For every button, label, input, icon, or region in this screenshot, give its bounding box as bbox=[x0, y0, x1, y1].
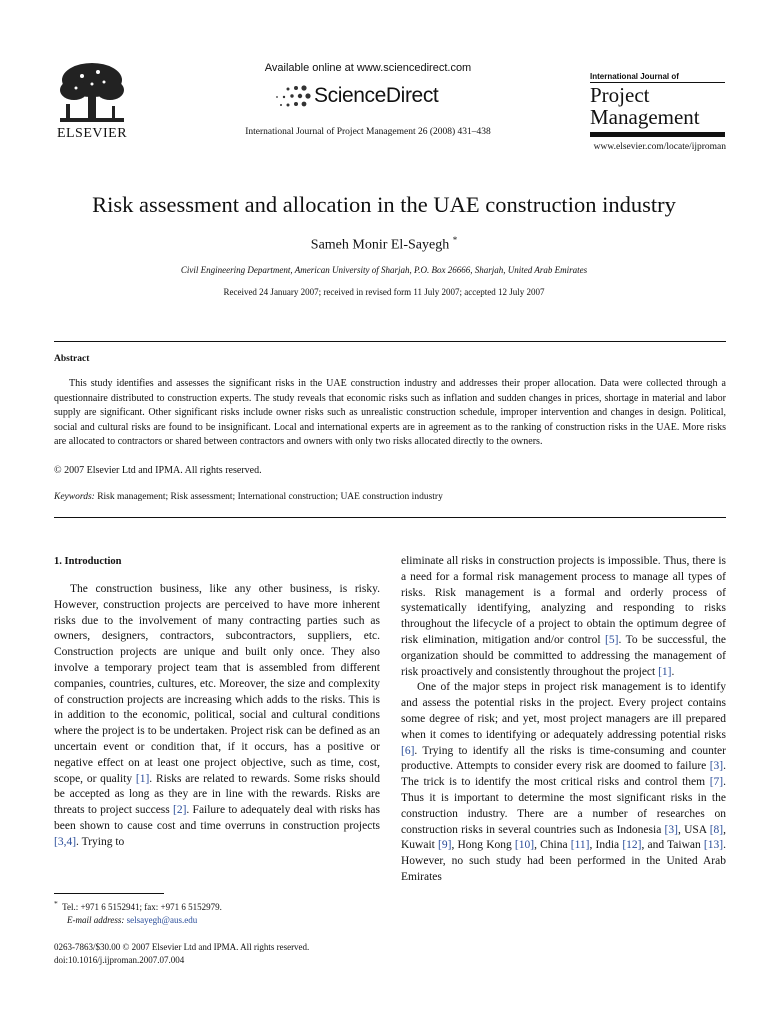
journal-name-small: International Journal of bbox=[590, 72, 679, 81]
issn-block bbox=[54, 941, 309, 966]
right-column bbox=[401, 554, 726, 886]
keywords-line bbox=[54, 492, 443, 502]
intro-paragraph-1: The construction business, like any other business, is risky. However, construction projects are perceived to have more inherent risks due to the involvement of many contracting parties such as owners, designers, contractors, subcontractors, suppliers, etc. Construction projects are unique and built only once. They also involve a temporary project team that is assembled from different companies, countries, cultures, etc. Moreover, the size and complexity of construction projects are increasing which adds to the risks. This is in addition to the economic, political, social and cultural conditions where the project is to be undertaken. Project risk can be defined as an uncertain event or condition that, if it occurs, has a positive or negative effect on at least one project objective, such as time, cost, scope, or quality [1]. Risks are related to rewards. Some risks should be accepted as long as they are in line with the rewards. Risks are threats to project success [2]. Failure to adequately deal with risks has been shown to cause cost and time overruns in construction projects [3,4]. Trying to bbox=[54, 583, 380, 848]
reference-link[interactable]: [8] bbox=[709, 823, 724, 836]
reference-link[interactable]: [11] bbox=[570, 839, 590, 852]
abstract-body: This study identifies and assesses the significant risks in the UAE construction industry and addresses their proper allocation. Data were collected through a questionnaire distributed to construction experts. The study reveals that economic risks such as inflation and sudden changes in prices, shortage in material and labor supply are significant. Other significant risks include owner risks such as unrealistic construction schedule, improper intervention and changes in design. Political, social and cultural risks are found to be insignificant. Local and international experts are in agreement as to the ranking of construction risks in the UAE. More risks are allocated to contractors or shared between contractors and owners with only two risks allocated directly to the owners. bbox=[54, 378, 726, 447]
footnote bbox=[54, 898, 222, 926]
footnote-mark: * bbox=[54, 899, 58, 908]
publisher-name: ELSEVIER bbox=[56, 126, 128, 141]
paper-title: Risk assessment and allocation in the UAE construction industry bbox=[92, 192, 676, 217]
reference-link[interactable]: [2] bbox=[173, 804, 187, 817]
reference-link[interactable]: [5] bbox=[605, 633, 619, 646]
doi-line[interactable]: doi:10.1016/j.ijproman.2007.07.004 bbox=[54, 954, 185, 965]
footnote-email-line bbox=[54, 914, 222, 927]
footnote-rule bbox=[54, 893, 164, 894]
keywords-text: Risk management; Risk assessment; International construction; UAE construction industry bbox=[97, 492, 443, 502]
author-affiliation: Civil Engineering Department, American University of Sharjah, P.O. Box 26666, Sharjah, United Arab Emirates bbox=[180, 265, 588, 275]
abstract-bottom-rule bbox=[54, 517, 726, 518]
email-label: E-mail address: bbox=[67, 914, 125, 925]
keywords-label: Keywords: bbox=[54, 492, 95, 502]
left-column bbox=[54, 582, 380, 851]
issn-line: 0263-7863/$30.00 © 2007 Elsevier Ltd and IPMA. All rights reserved. bbox=[54, 942, 310, 952]
reference-link[interactable]: [7] bbox=[709, 776, 724, 789]
journal-url-link[interactable]: www.elsevier.com/locate/ijproman bbox=[593, 142, 726, 152]
reference-link[interactable]: [3] bbox=[664, 823, 678, 836]
abstract-heading: Abstract bbox=[54, 354, 90, 364]
reference-link[interactable]: [12] bbox=[622, 839, 642, 852]
intro-paragraph-continued: eliminate all risks in construction projects is impossible. Thus, there is a need for a formal risk management process to manage all types of risks. Risk management is a formal and orderly process of systematically identifying, analyzing and responding to risks throughout the lifecycle of a project to obtain the optimum degree of risk elimination, mitigation and/or control [5]. To be successful, the organization should be committed to addressing the management of risk proactively and consistently throughout the project [1]. bbox=[401, 555, 726, 678]
reference-link[interactable]: [6] bbox=[401, 744, 415, 757]
journal-title-line-2: Management bbox=[590, 105, 700, 129]
available-online-text[interactable]: Available online at www.sciencedirect.com bbox=[264, 62, 472, 74]
reference-link[interactable]: [10] bbox=[514, 839, 535, 852]
reference-link[interactable]: [1] bbox=[135, 772, 150, 785]
author-name[interactable]: Sameh Monir El-Sayegh bbox=[310, 237, 450, 253]
journal-title-bar bbox=[590, 132, 725, 137]
author-line bbox=[40, 235, 728, 254]
reference-link[interactable]: [13] bbox=[703, 839, 724, 852]
section-heading-introduction: 1. Introduction bbox=[54, 556, 122, 567]
abstract-top-rule bbox=[54, 341, 726, 342]
reference-link[interactable]: [9] bbox=[438, 839, 452, 852]
journal-title bbox=[590, 84, 730, 128]
author-footnote-mark[interactable]: * bbox=[452, 235, 458, 245]
footnote-contact bbox=[54, 898, 222, 914]
journal-title-line-1: Project bbox=[590, 83, 650, 107]
reference-link[interactable]: [3] bbox=[709, 760, 724, 773]
reference-link[interactable]: [3,4] bbox=[54, 835, 77, 848]
reference-link[interactable]: [1] bbox=[658, 665, 672, 678]
received-dates: Received 24 January 2007; received in revised form 11 July 2007; accepted 12 July 2007 bbox=[223, 287, 545, 297]
sciencedirect-wordmark: ScienceDirect bbox=[314, 84, 439, 107]
abstract-copyright: © 2007 Elsevier Ltd and IPMA. All rights reserved. bbox=[54, 465, 262, 476]
intro-paragraph-2: One of the major steps in project risk management is to identify and assess the potential risks in the project. Every project contains some degree of risk; and yet, most project managers are ill prepared when it comes to identifying or adequately addressing potential risks [6]. Trying to identify all the risks is time-consuming and counter productive. Attempts to consider every risk are doomed to failure [3]. The trick is to identify the most critical risks and control them [7]. Thus it is important to determine the most significant risks in the construction industry. There are a number of researches on construction risks in several countries such as Indonesia [3], USA [8], Kuwait [9], Hong Kong [10], China [11], India [12], and Taiwan [13]. However, no such study had been performed in the United Arab Emirates bbox=[401, 681, 726, 883]
email-link[interactable]: selsayegh@aus.edu bbox=[126, 914, 198, 925]
journal-citation: International Journal of Project Management 26 (2008) 431–438 bbox=[245, 127, 491, 137]
footnote-tel: Tel.: +971 6 5152941; fax: +971 6 5152979. bbox=[62, 902, 222, 912]
sciencedirect-dots-icon bbox=[268, 83, 312, 111]
